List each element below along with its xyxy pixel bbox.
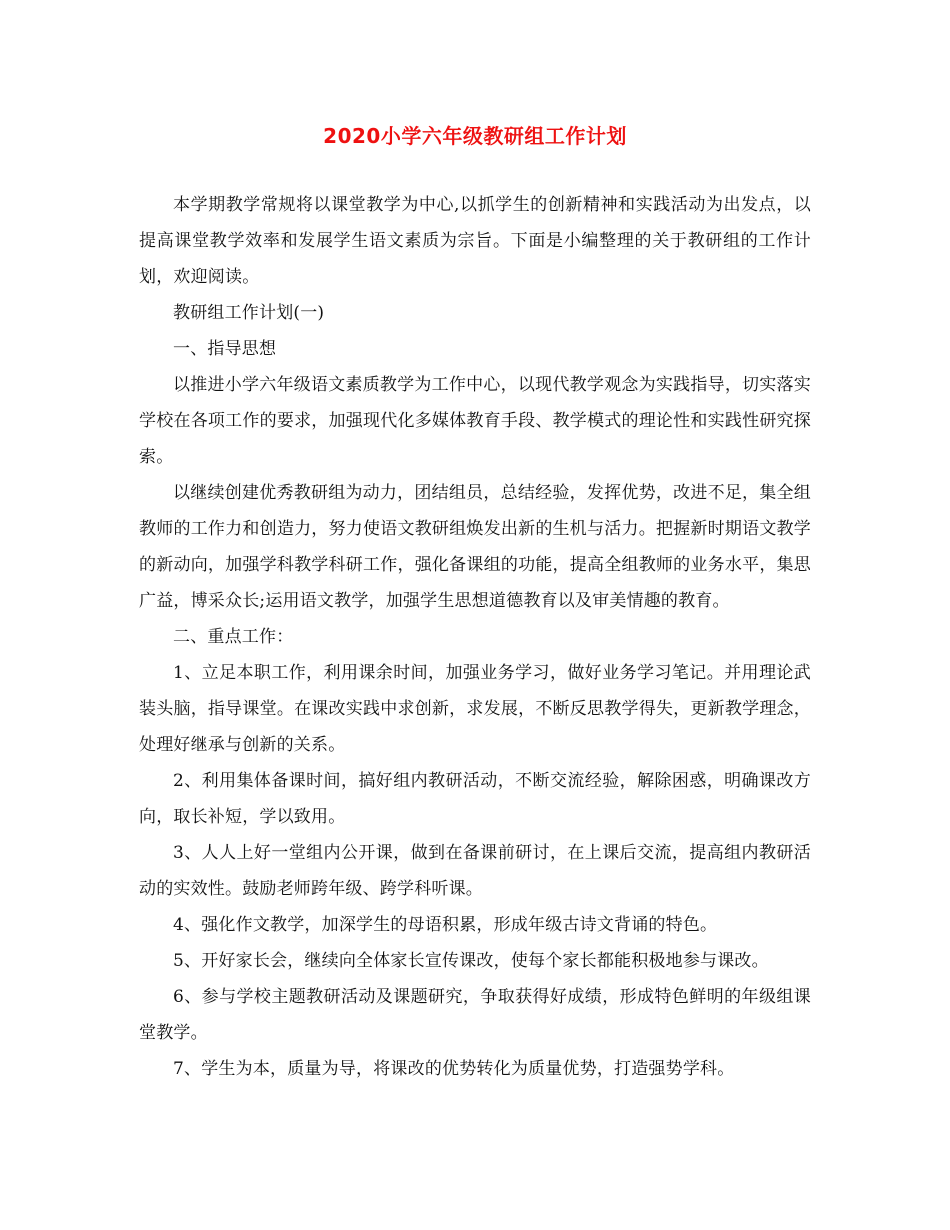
list-item: 2、利用集体备课时间，搞好组内教研活动，不断交流经验，解除困惑，明确课改方向，取长补短，学以致用。 [139,771,811,827]
document-body [139,187,811,1087]
list-item: 1、立足本职工作，利用课余时间，加强业务学习，做好业务学习笔记。并用理论武装头脑，指导课堂。在课改实践中求创新，求发展，不断反思教学得失，更新教学理念，处理好继承与创新的关系。 [139,663,811,755]
body-paragraph: 以推进小学六年级语文素质教学为工作中心，以现代教学观念为实践指导，切实落实学校在各项工作的要求，加强现代化多媒体教育手段、教学模式的理论性和实践性研究探索。 [139,375,811,467]
body-paragraph: 以继续创建优秀教研组为动力，团结组员，总结经验，发挥优势，改进不足，集全组教师的工作力和创造力，努力使语文教研组焕发出新的生机与活力。把握新时期语文教学的新动向，加强学科教学科研工作，强化备课组的功能，提高全组教师的业务水平，集思广益，博采众长;运用语文教学，加强学生思想道德教育以及审美情趣的教育。 [139,483,811,611]
section-heading: 二、重点工作： [173,627,294,647]
document-title: 2020小学六年级教研组工作计划 [323,124,627,148]
list-item: 7、学生为本，质量为导，将课改的优势转化为质量优势，打造强势学科。 [173,1059,735,1079]
section-heading: 教研组工作计划(一) [173,303,325,323]
section-heading: 一、指导思想 [173,339,277,359]
list-item: 4、强化作文教学，加深学生的母语积累，形成年级古诗文背诵的特色。 [173,915,718,935]
list-item: 5、开好家长会，继续向全体家长宣传课改，使每个家长都能积极地参与课改。 [173,951,769,971]
list-item: 6、参与学校主题教研活动及课题研究，争取获得好成绩，形成特色鲜明的年级组课堂教学。 [139,987,811,1043]
body-paragraph: 本学期教学常规将以课堂教学为中心,以抓学生的创新精神和实践活动为出发点，以提高课堂教学效率和发展学生语文素质为宗旨。下面是小编整理的关于教研组的工作计划，欢迎阅读。 [139,195,811,287]
list-item: 3、人人上好一堂组内公开课，做到在备课前研讨，在上课后交流，提高组内教研活动的实效性。鼓励老师跨年级、跨学科听课。 [139,843,811,899]
